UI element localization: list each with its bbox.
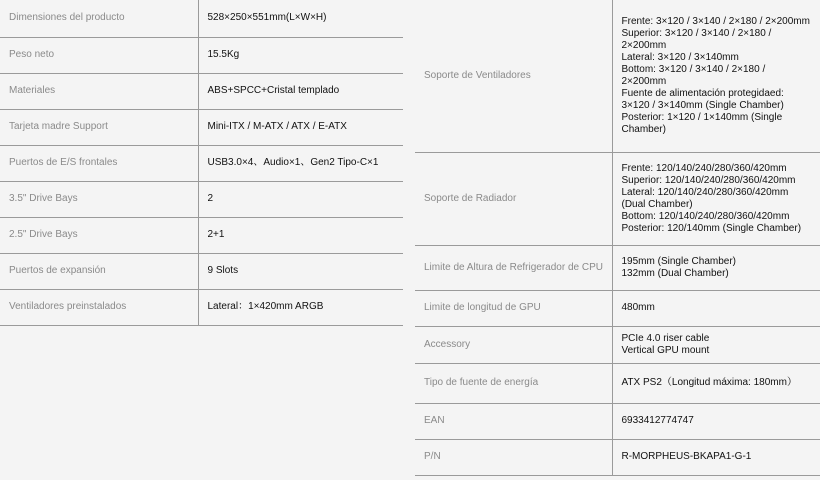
spec-value: Mini-ITX / M-ATX / ATX / E-ATX <box>198 109 403 145</box>
spec-value-line: Superior: 120/140/240/280/360/420mm <box>621 174 796 186</box>
spec-row <box>415 152 820 245</box>
spec-label: Limite de Altura de Refrigerador de CPU <box>415 245 612 290</box>
spec-table-right-body <box>415 0 820 475</box>
spec-label: Soporte de Radiador <box>415 152 612 245</box>
spec-row <box>415 245 820 290</box>
spec-row <box>0 289 403 325</box>
spec-table-left <box>0 0 403 326</box>
spec-label: Puertos de E/S frontales <box>0 145 198 181</box>
spec-value-line: 480mm <box>621 302 655 313</box>
spec-value-line: Lateral: 120/140/240/280/360/420mm <box>621 186 789 198</box>
spec-value-line: R-MORPHEUS-BKAPA1-G-1 <box>621 451 752 462</box>
spec-label: 3.5" Drive Bays <box>0 181 198 217</box>
spec-value-line: 6933412774747 <box>621 415 694 426</box>
spec-label: Soporte de Ventiladores <box>415 0 612 152</box>
spec-value-line: ATX PS2（Longitud máxima: 180mm） <box>621 377 797 388</box>
spec-value-line: Bottom: 120/140/240/280/360/420mm <box>621 210 790 222</box>
spec-label: Materiales <box>0 73 198 109</box>
spec-row <box>415 326 820 363</box>
spec-value <box>612 403 820 439</box>
spec-value-line: Posterior: 1×120 / 1×140mm (Single <box>621 111 783 123</box>
spec-value-line: 132mm (Dual Chamber) <box>621 267 729 279</box>
spec-row <box>0 217 403 253</box>
spec-row <box>0 109 403 145</box>
spec-value <box>612 439 820 475</box>
spec-value-line: Frente: 3×120 / 3×140 / 2×180 / 2×200mm <box>621 15 810 27</box>
spec-value: 2 <box>198 181 403 217</box>
spec-value-line: PCIe 4.0 riser cable <box>621 332 710 344</box>
spec-value-line: Lateral: 3×120 / 3×140mm <box>621 51 739 63</box>
spec-row <box>0 0 403 37</box>
spec-row <box>415 0 820 152</box>
spec-value-line: Superior: 3×120 / 3×140 / 2×180 / <box>621 27 772 39</box>
spec-value <box>612 290 820 326</box>
spec-value-line: Chamber) <box>621 123 666 135</box>
spec-label: Peso neto <box>0 37 198 73</box>
spec-value: Lateral：1×420mm ARGB <box>198 289 403 325</box>
spec-value <box>612 363 820 403</box>
spec-value-line: 2×200mm <box>621 75 667 87</box>
spec-row <box>415 290 820 326</box>
spec-table-right <box>415 0 820 476</box>
spec-value-line: Posterior: 120/140mm (Single Chamber) <box>621 222 802 234</box>
spec-value-line: Fuente de alimentación protegidaed: <box>621 87 784 99</box>
spec-value <box>612 0 820 152</box>
spec-label: Limite de longitud de GPU <box>415 290 612 326</box>
spec-table-left-body <box>0 0 403 325</box>
spec-value <box>612 152 820 245</box>
spec-row <box>0 73 403 109</box>
spec-value <box>612 326 820 363</box>
spec-value-line: 195mm (Single Chamber) <box>621 255 736 267</box>
spec-row <box>0 145 403 181</box>
spec-value-line: Frente: 120/140/240/280/360/420mm <box>621 162 787 174</box>
spec-label: Accessory <box>415 326 612 363</box>
spec-label: Tipo de fuente de energía <box>415 363 612 403</box>
spec-label: Tarjeta madre Support <box>0 109 198 145</box>
spec-value: 15.5Kg <box>198 37 403 73</box>
spec-value: ABS+SPCC+Cristal templado <box>198 73 403 109</box>
spec-value: USB3.0×4、Audio×1、Gen2 Tipo-C×1 <box>198 145 403 181</box>
spec-label: Ventiladores preinstalados <box>0 289 198 325</box>
spec-row <box>0 253 403 289</box>
spec-value: 528×250×551mm(L×W×H) <box>198 0 403 37</box>
spec-value: 2+1 <box>198 217 403 253</box>
spec-row <box>415 363 820 403</box>
spec-value-line: 3×120 / 3×140mm (Single Chamber) <box>621 99 784 111</box>
spec-row <box>0 37 403 73</box>
spec-row <box>0 181 403 217</box>
spec-row <box>415 439 820 475</box>
spec-label: P/N <box>415 439 612 475</box>
spec-value <box>612 245 820 290</box>
spec-value: 9 Slots <box>198 253 403 289</box>
spec-row <box>415 403 820 439</box>
spec-label: Dimensiones del producto <box>0 0 198 37</box>
spec-label: Puertos de expansión <box>0 253 198 289</box>
spec-value-line: Bottom: 3×120 / 3×140 / 2×180 / <box>621 63 766 75</box>
spec-label: 2.5" Drive Bays <box>0 217 198 253</box>
spec-value-line: Vertical GPU mount <box>621 344 710 356</box>
spec-label: EAN <box>415 403 612 439</box>
spec-value-line: (Dual Chamber) <box>621 198 693 210</box>
spec-value-line: 2×200mm <box>621 39 667 51</box>
